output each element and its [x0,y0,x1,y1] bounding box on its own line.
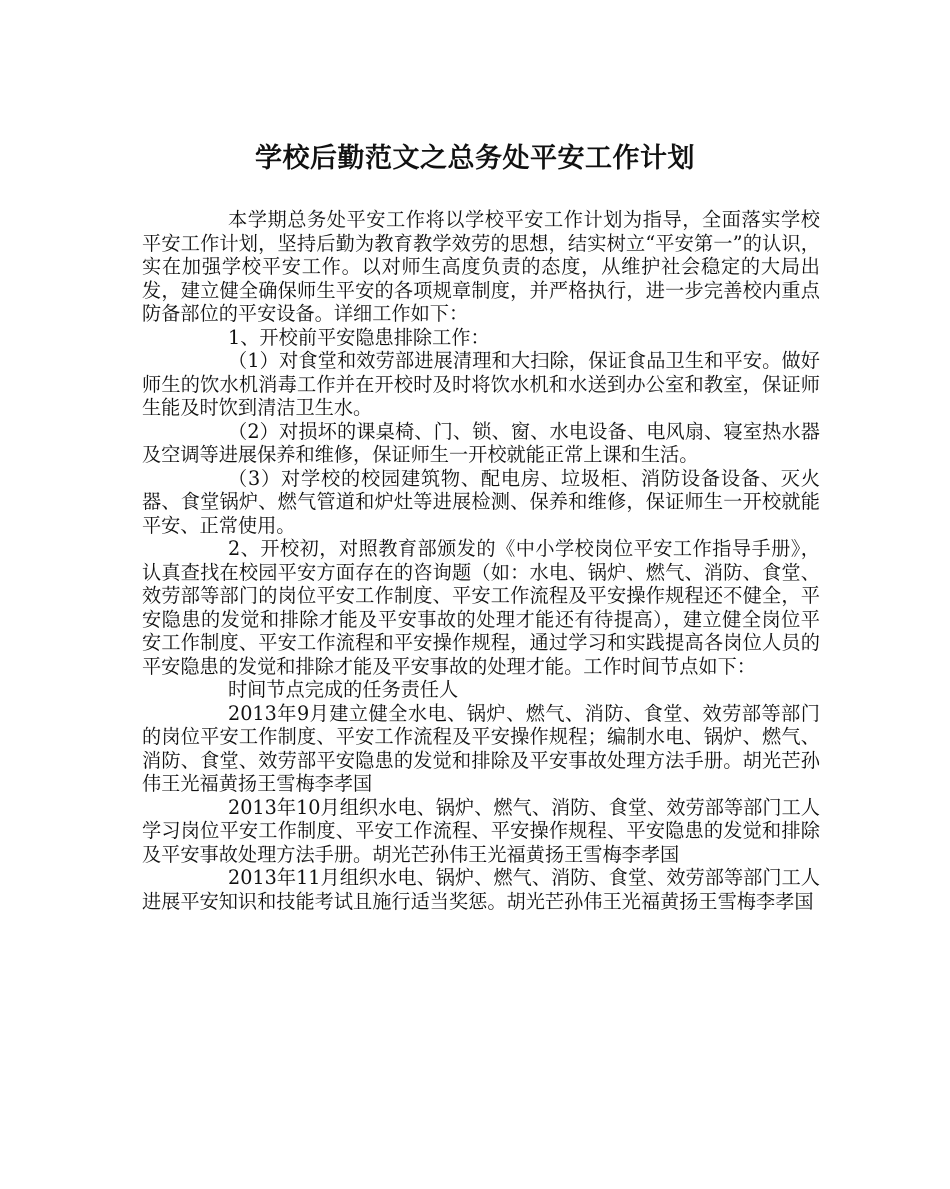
section-2-paragraph: 2、开校初，对照教育部颁发的《中小学校岗位平安工作指导手册》，认真查找在校园平安方面存在的咨询题（如：水电、锅炉、燃气、消防、食堂、效劳部等部门的岗位平安工作制度、平安工作流程及平安操作规程还不健全，平安隐患的发觉和排除才能及平安事故的处理才能还有待提高），建立健全岗位平安工作制度、平安工作流程和平安操作规程，通过学习和实践提高各岗位人员的平安隐患的发觉和排除才能及平安事故的处理才能。工作时间节点如下： [142,537,820,678]
document-title: 学校后勤范文之总务处平安工作计划 [255,143,695,174]
schedule-october: 2013年10月组织水电、锅炉、燃气、消防、食堂、效劳部等部门工人学习岗位平安工作制度、平安工作流程、平安操作规程、平安隐患的发觉和排除及平安事故处理方法手册。胡光芒孙伟王光福黄扬王雪梅李孝国 [142,795,820,866]
schedule-september: 2013年9月建立健全水电、锅炉、燃气、消防、食堂、效劳部等部门的岗位平安工作制度、平安工作流程及平安操作规程；编制水电、锅炉、燃气、消防、食堂、效劳部平安隐患的发觉和排除及平安事故处理方法手册。胡光芒孙伟王光福黄扬王雪梅李孝国 [142,701,820,795]
schedule-header: 时间节点完成的任务责任人 [228,678,459,701]
document-body [142,208,820,913]
intro-paragraph: 本学期总务处平安工作将以学校平安工作计划为指导，全面落实学校平安工作计划，坚持后勤为教育教学效劳的思想，结实树立“平安第一”的认识，实在加强学校平安工作。以对师生高度负责的态度，从维护社会稳定的大局出发，建立健全确保师生平安的各项规章制度，并严格执行，进一步完善校内重点防备部位的平安设备。详细工作如下： [142,208,820,325]
item-1-paragraph: （1）对食堂和效劳部进展清理和大扫除，保证食品卫生和平安。做好师生的饮水机消毒工作并在开校时及时将饮水机和水送到办公室和教室，保证师生能及时饮到清洁卫生水。 [142,349,820,419]
schedule-november: 2013年11月组织水电、锅炉、燃气、消防、食堂、效劳部等部门工人进展平安知识和技能考试且施行适当奖惩。胡光芒孙伟王光福黄扬王雪梅李孝国 [142,866,820,913]
item-2-paragraph: （2）对损坏的课桌椅、门、锁、窗、水电设备、电风扇、寝室热水器及空调等进展保养和维修，保证师生一开校就能正常上课和生活。 [142,419,820,466]
item-3-paragraph: （3）对学校的校园建筑物、配电房、垃圾柜、消防设备设备、灭火器、食堂锅炉、燃气管道和炉灶等进展检测、保养和维修，保证师生一开校就能平安、正常使用。 [142,466,820,537]
section-1-heading: 1、开校前平安隐患排除工作： [228,325,490,349]
